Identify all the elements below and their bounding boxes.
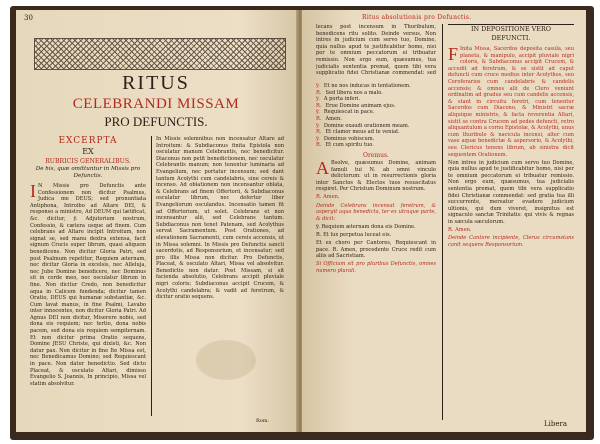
- right-page: [302, 10, 586, 432]
- title-celebrandi-missam: CELEBRANDI MISSAM: [72, 96, 240, 112]
- column-divider: [151, 136, 152, 416]
- running-head: Ritus absolutionis pro Defunctis.: [362, 14, 472, 21]
- drop-cap-i: I: [30, 181, 36, 201]
- paper-stain: [196, 340, 256, 380]
- versicle-text: Et clamor meus ad te veniat.: [325, 129, 400, 136]
- versicle-mark: R.: [316, 129, 322, 136]
- intro-text: lecans post incensum in Thuribulum, benedicens ritu solito. Deinde versus, Non intres in judicium cum servo tuo, Domine, quia nullus apud te justificabitur homo, nisi per te omnium peccatorum ei tribuatur remissio. Non ergo eum, quæsumus, tua judicialis sententia premat, quem tibi vera supplicatio fidei Christianæ commendat: sed: [316, 24, 436, 77]
- versicle-text: Sed libera nos a malo.: [325, 89, 383, 96]
- versicle-line: [316, 109, 436, 116]
- versicle-line: [316, 129, 436, 136]
- page-number: 30: [24, 14, 33, 22]
- versicle-line: [316, 123, 436, 130]
- versicle-line: [316, 103, 436, 110]
- versicle-text: Amen.: [325, 115, 342, 122]
- title-ritus: RITUS: [122, 72, 190, 94]
- drop-cap-a: A: [316, 157, 329, 178]
- left-page: [16, 10, 298, 432]
- versicle-text: Et ne nos inducas in tentationem.: [323, 83, 411, 89]
- versicle-mark: R.: [316, 89, 322, 96]
- versicle-line: [316, 90, 436, 97]
- heading-excerpta: EXCERPTA: [58, 136, 118, 146]
- si-officium-rubric: Si Officium sit pro pluribus Defunctis, omnes numero plurali.: [316, 261, 436, 274]
- deinde-rubric-2: Deinde Cantore incipiente, Clerus circumstans canit sequens Responsorium.: [448, 235, 574, 248]
- versicle-mark: ÿ.: [316, 135, 320, 142]
- deinde-rubric-1: Deinde Celebrans incensat feretrum, & aspergit aqua benedicta, ter ex utraque parte, & dicit:: [316, 202, 436, 222]
- heading-in-depositione: IN DEPOSITIONE VERO: [470, 25, 552, 33]
- versicle-text: Et cum spiritu tuo.: [325, 142, 374, 149]
- absolve-prayer: Bsolve, quæsumus Domine, animam famuli tui N. ab omni vinculo delictorum: ut in resurrectionis gloria inter Sanctos & Electos tuos resuscitatus respiret. Per Christum Dominum nostrum.: [316, 159, 436, 193]
- versicle-line: [316, 136, 436, 143]
- requiem-versicle: ÿ. Requiem æternam dona eis Domine.: [316, 223, 416, 230]
- column-divider-right: [442, 24, 443, 420]
- title-pro-defunctis: PRO DEFUNCTIS.: [104, 114, 208, 129]
- subtitle-de-his: De his, quæ omittuntur in Missis pro Defunctis.: [35, 166, 141, 179]
- versicle-mark: R.: [316, 142, 322, 149]
- rubric-text-col1: N Missis pro Defunctis ante Confessionem non dicitur Psalmus, Judica me DEUS; sed pronuntiata Antiphona, Introibo ad Altare DEI, & responso a ministro, Ad DEUM qui lætificat, &c. dicitur, ÿ. Adjutorium nostrum, Confessio, & cætera usque ad finem. Cum celebrans ad Altare incipit Introitum, non signat se, sed manu dextra extensa, facit signum Crucis super librum, quasi aliquem benedicens. Non dicitur Gloria Patri, sed post Psalmum repetitur, Requiem æternam, nec dicitur Gloria in excelsis, nec Alleluja, nec Jube Domine benedicere, nec Dominus sit in corde meo, nec osculatur librum in fine. Non dicitur Credo, non benedicitur aqua in Calicem fundenda; dicitur tamen Oratio, DEUS qui humanæ substantiæ, &c. Cum lavat manus, in fine Psalmi, Lavabo inter innocentes, non dicitur Gloria Patri. Ad Agnus DEI non dicitur, Miserere nobis, sed dona eis requiem; nec tertio, dona nobis pacem, sed dona eis requiem sempiternam. Et non dicitur prima Oratio sequens, Domine JESU Christe, qui dixisti, &c. Non datur pax. Non dicitur in fine Ite Missa est, nec Benedicamus Domino; sed Requiescant in pace. Non datur benedictio. Sed dicto Placeat, & osculato Altari, dimisso Evangelio S. Joannis, In principio, Missa vel statim absolvitur.: [30, 183, 146, 387]
- ex-choro-text: Et ex choro per Cantores, Requiescant in pace. R. Amen, procedente Cruce redit cum aliis ad Sacristiam.: [316, 239, 436, 260]
- oremus: Oremus.: [363, 151, 389, 159]
- versicle-list: [316, 83, 436, 149]
- amen-response-2: R. Amen.: [448, 227, 472, 234]
- heading-rule-top: [448, 24, 574, 25]
- ornamental-headpiece: [34, 38, 286, 70]
- versicle-text: Domine exaudi orationem meam.: [323, 122, 410, 129]
- versicle-line: [316, 96, 436, 103]
- lux-response: R. Et lux perpetua luceat eis.: [316, 231, 392, 238]
- versicle-line: [316, 116, 436, 123]
- heading-defuncti: DEFUNCTI.: [491, 34, 531, 42]
- versicle-text: Erue Domine animam ejus.: [325, 102, 396, 109]
- heading-rubricis: RUBRICIS GENERALIBUS.: [45, 158, 131, 165]
- non-intres-prayer: Non intres in judicium cum servo tuo Domine, quia nullus apud te justificabitur homo, nisi per te omnium peccatorum ei tribuatur remissio. Non ergo eum, quæsumus, tua judicialis sententia premat, quem tibi vera supplicatio fidei Christianæ commendat: sed gratia tua illi succurrente, mereatur evadere judicium ultionis, qui dum viveret, insignitus est signaculo sanctæ Trinitatis: qui vivis & regnas in sæcula sæculorum.: [448, 159, 574, 225]
- depositione-rubric: Inita Missa, Sacerdos deposita casula, seu planeta, & manipulo, accipit pluviale nigri coloris, & Subdiaconus accipit Crucem, & accedit ad feretrum, & se sistit ad caput defuncti cum cruce medius inter Acolythos, seu Ceroferarios cum candelabris & candelis accensis; & omnes alii de Clero veniunt ordinatim ad gradus seu cum candelis accensis, & stant in circuitu feretri, cum tenentur Sacerdos cum Diacono, & Ministri sacræ aliquique ministris, & facta reverentia Altari, sistit se contra Crucem ad pedes defuncti, retro aliquantulum a cornu Epistolæ, & Acolythi, unus cum thuribulo & navicula incensi, alter cum vase aquæ benedictæ & aspersorio, & Acolythi, seu Clericus tenens librum, ab sinistra dicit sequentem Orationem.: [448, 46, 574, 158]
- versicle-text: A porta inferi.: [323, 96, 361, 103]
- versicle-mark: R.: [316, 102, 322, 109]
- versicle-mark: R.: [316, 115, 322, 122]
- versicle-mark: ÿ.: [316, 122, 320, 129]
- versicle-line: [316, 83, 436, 90]
- signature-mark: Rom.: [256, 418, 270, 424]
- catchword: Libera: [544, 420, 568, 428]
- versicle-text: Dominus vobiscum.: [323, 135, 375, 142]
- versicle-mark: ÿ.: [316, 96, 320, 103]
- versicle-mark: ÿ.: [316, 83, 320, 89]
- amen-response-1: R. Amen.: [316, 194, 340, 201]
- drop-cap-f: F: [448, 44, 459, 64]
- rubric-text-col2: In Missis solemnibus non incensatur Altare ad Introitum: & Subdiaconus finita Epistola non osculatur manum Celebrantis, nec benedicitur. Diaconus non petit benedictionem, nec osculatur Celebrantis manum; non tenentur luminaria ad Evangelium, nec portatur incensum; sed dant tantum Acolythi cum candelabris, sine cereis & incenso. Ad oblationem non incensantur oblata, & Celebrans ad finem Offertorii, & Subdiaconus osculatur librum, nec defertur liber Evangeliorum osculandus. Incensatio tamen fit ad Offertorium, ut solet. Celebrans et non incensantur alii, sed Celebrans tantum. Subdiaconus non tenet Patenam, sed Acolythus servat Sacramentum. Post Orationes, ad elevationem Sacramenti, cum cereis accensis, ut in Missa solemni. In Missis pro Defunctis sancti sacerdotis, ad Responsorium, et incensatur; sed pro illis Missa non dicitur. Pro Defunctis, Placeat, & osculato Altari, Missa vel absolvitur. Benedictio non datur. Post Missam, si sit facienda absolutio, Celebrans accipit pluviale nigri coloris; Subdiaconus accipit Crucem, & Acolythi candelabra; & vadit ad feretrum, & dicitur oratio sequens.: [156, 136, 284, 301]
- heading-ex: EX: [82, 147, 94, 156]
- versicle-mark: ÿ.: [316, 109, 320, 116]
- versicle-line: [316, 142, 436, 149]
- versicle-text: Requiescat in pace.: [323, 109, 375, 116]
